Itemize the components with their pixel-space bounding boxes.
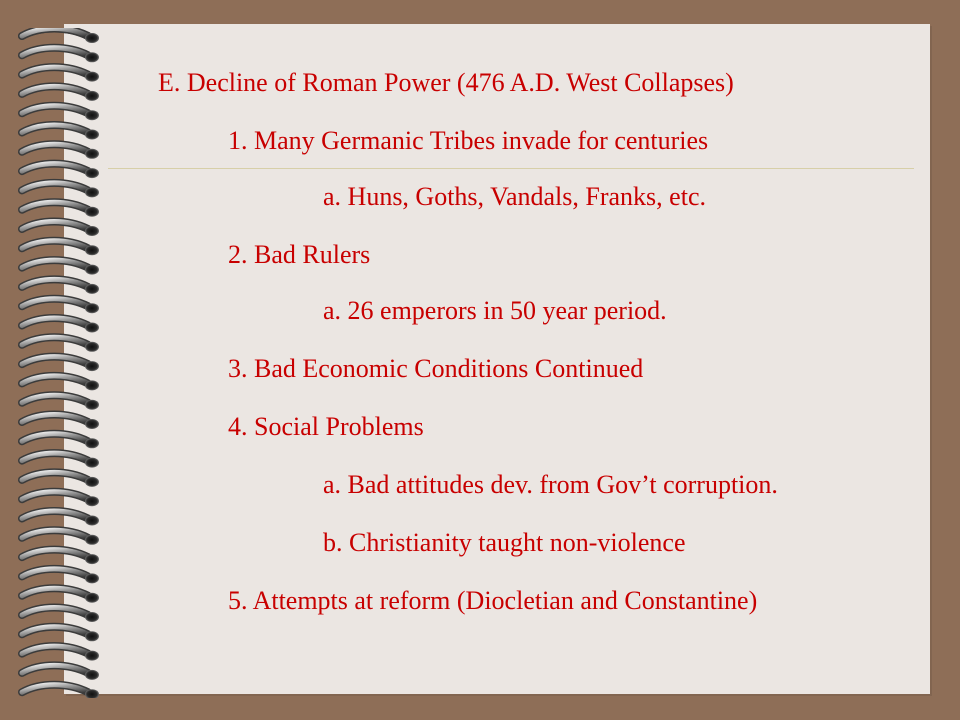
slide-title: E. Decline of Roman Power (476 A.D. West Collapses) (158, 68, 734, 97)
outline-subitem-4b: b. Christianity taught non-violence (323, 528, 686, 557)
outline-item-5: 5. Attempts at reform (Diocletian and Constantine) (228, 586, 758, 615)
page-rule-line (108, 168, 914, 169)
background-strip (0, 0, 14, 720)
outline-item-3: 3. Bad Economic Conditions Continued (228, 354, 644, 383)
outline-subitem-1a: a. Huns, Goths, Vandals, Franks, etc. (323, 182, 706, 211)
outline-subitem-4a: a. Bad attitudes dev. from Gov’t corruption. (323, 470, 778, 499)
outline-item-2: 2. Bad Rulers (228, 240, 371, 269)
outline-item-4: 4. Social Problems (228, 412, 424, 441)
outline-subitem-2a: a. 26 emperors in 50 year period. (323, 296, 667, 325)
outline-item-1: 1. Many Germanic Tribes invade for centuries (228, 126, 709, 155)
